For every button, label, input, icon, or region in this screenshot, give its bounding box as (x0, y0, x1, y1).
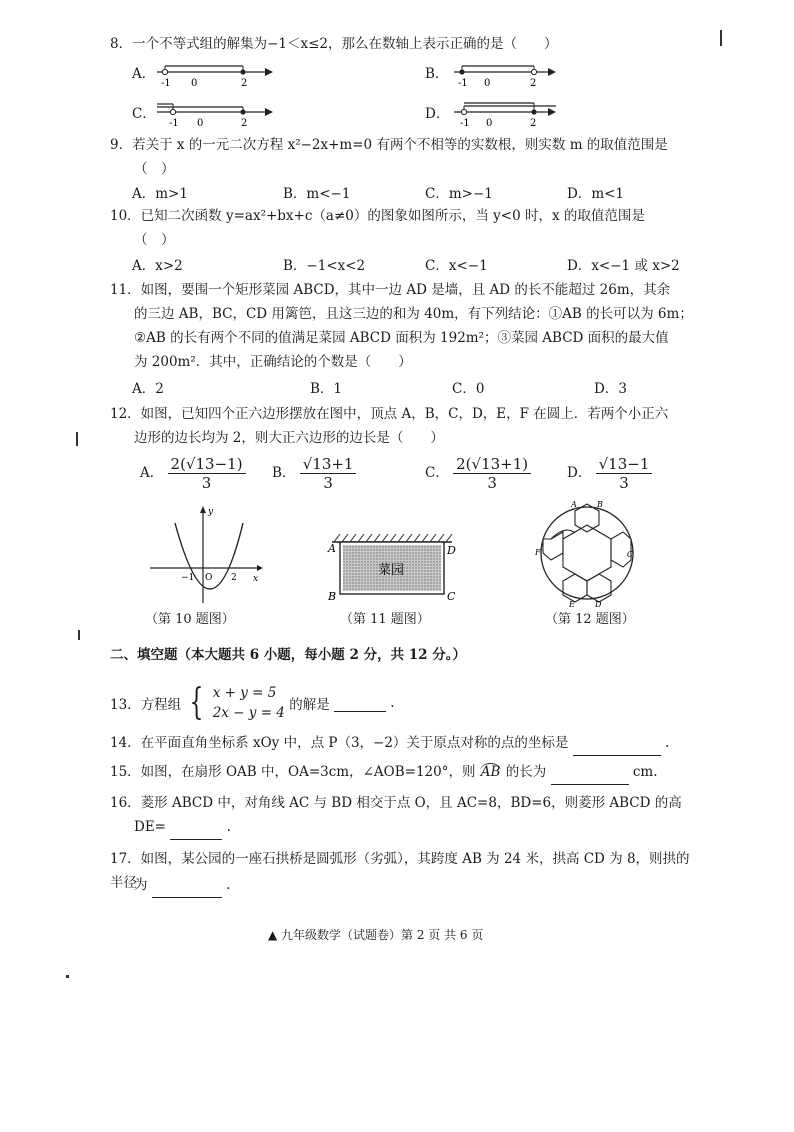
q8-stem: 8．一个不等式组的解集为−1＜x≤2，那么在数轴上表示正确的是（ ） (110, 36, 558, 52)
q11-option-d: D．3 (594, 381, 627, 397)
q13-equation-2: 2x − y = 4 (212, 705, 285, 721)
scan-mark (78, 630, 80, 640)
fraction-numerator: 2(√13−1) (168, 455, 246, 474)
section-2-title: 二、填空题（本大题共 6 小题，每小题 2 分，共 12 分。） (110, 647, 467, 663)
q15-unit: cm. (632, 764, 658, 780)
q17-line2 (134, 873, 724, 898)
q10-option-c: C．x<−1 (425, 258, 488, 274)
fraction-denominator: 3 (323, 474, 333, 492)
q8-option-c (132, 102, 156, 122)
fraction-numerator: √13+1 (300, 455, 357, 474)
q10-stem-line1: 10．已知二次函数 y=ax²+bx+c（a≠0）的图象如图所示，当 y<0 时，x 的取值范围是 (110, 208, 645, 224)
q8-option-c-label: C． (132, 106, 156, 122)
q12-option-b-label: B． (272, 465, 296, 481)
q13 (110, 683, 395, 723)
tick-label: 0 (486, 118, 493, 129)
q14-text: 14．在平面直角坐标系 xOy 中，点 P（3，−2）关于原点对称的点的坐标是 (110, 735, 569, 751)
q9-stem-line2: （ ） (134, 161, 175, 177)
q14-end: . (665, 735, 670, 751)
q15-mid: 的长为 (505, 764, 547, 780)
figure-10-caption: （第 10 题图） (145, 612, 235, 627)
vertex-a-label: A (328, 542, 336, 555)
q13-answer-blank[interactable] (334, 695, 386, 712)
tick-label: -1 (460, 118, 470, 129)
q12-option-c-label: C． (425, 465, 449, 481)
q15-arc: AB (480, 764, 501, 780)
point-c-label: C (627, 550, 634, 559)
point-e-label: E (569, 600, 575, 607)
origin-label: O (205, 573, 213, 583)
q10-stem-line2: （ ） (134, 232, 175, 248)
q11-option-b: B．1 (310, 381, 343, 397)
q14-answer-blank[interactable] (573, 731, 661, 756)
tick-label: 2 (530, 78, 537, 89)
tick-label: 0 (484, 78, 491, 89)
figure-11-garden (322, 528, 467, 608)
page-footer: ▲ 九年级数学（试题卷）第 2 页 共 6 页 (268, 928, 484, 942)
q8-option-a-label: A． (132, 66, 156, 82)
q16-end: . (226, 819, 231, 835)
q12-option-c (425, 455, 531, 492)
q11-stem-line4: 为 200m²．其中，正确结论的个数是（ ） (134, 354, 412, 370)
q13-brace: { (190, 682, 204, 723)
q12-stem-line2: 边形的边长均为 2，则大正六边形的边长是（ ） (134, 430, 444, 446)
q12-option-d-fraction (596, 455, 653, 492)
figure-12-hexagons (535, 497, 640, 607)
point-b-label: B (597, 500, 603, 509)
q9-stem-line1: 9．若关于 x 的一元二次方程 x²−2x+m=0 有两个不相等的实数根，则实数 m 的取值范围是 (110, 137, 668, 153)
garden-label: 菜园 (378, 563, 405, 578)
point-a-label: A (571, 500, 577, 509)
q12-option-b (272, 455, 356, 492)
q12-option-d (567, 455, 652, 492)
q16-answer-blank[interactable] (170, 815, 222, 840)
q15-answer-blank[interactable] (551, 760, 629, 785)
axis-label-neg1: −1 (181, 573, 195, 583)
q16-line2 (134, 815, 724, 840)
q11-option-a: A．2 (132, 381, 164, 397)
fraction-numerator: √13−1 (596, 455, 653, 474)
q15-text: 15．如图，在扇形 OAB 中，OA=3cm，∠AOB=120°，则 (110, 764, 476, 780)
figure-12-caption: （第 12 题图） (545, 612, 635, 627)
q8-option-b (425, 62, 448, 82)
tick-label: -1 (169, 118, 179, 129)
q9-option-d: D．m<1 (567, 186, 625, 202)
point-f-label: F (535, 548, 541, 557)
figure-11-caption: （第 11 题图） (340, 612, 430, 627)
q17-end: . (226, 877, 231, 893)
q12-option-c-fraction (453, 455, 531, 492)
tick-label: -1 (458, 78, 468, 89)
q17-line1: 17．如图，某公园的一座石拱桥是圆弧形（劣弧），其跨度 AB 为 24 米，拱高 CD 为 8，则拱的半径 (110, 851, 690, 891)
tick-label: -1 (161, 78, 171, 89)
q17-line2-text: 为 (134, 877, 148, 893)
q17-answer-blank[interactable] (152, 873, 222, 898)
scan-mark (720, 30, 722, 46)
q12-option-b-fraction (300, 455, 357, 492)
vertex-b-label: B (328, 590, 337, 603)
q13-system (213, 683, 285, 723)
x-axis-label: x (253, 574, 259, 584)
q12-option-a-fraction (168, 455, 246, 492)
q8-numberline-a (155, 58, 275, 90)
q10-option-d: D．x<−1 或 x>2 (567, 258, 680, 274)
q8-option-b-label: B． (425, 66, 449, 82)
axis-label-two: 2 (231, 573, 237, 583)
fraction-denominator: 3 (619, 474, 629, 492)
scan-mark (76, 432, 78, 446)
tick-label: 2 (530, 118, 537, 129)
y-axis-label: y (208, 507, 214, 517)
tick-label: 0 (197, 118, 204, 129)
tick-label: 2 (241, 78, 248, 89)
q9-option-c: C．m>−1 (425, 186, 493, 202)
figure-10-parabola (145, 505, 265, 605)
q11-stem-line3: ②AB 的长有两个不同的值满足菜园 ABCD 面积为 192m²；③菜园 ABCD 面积的最大值 (134, 330, 669, 346)
q14 (110, 731, 700, 756)
q16-line1: 16．菱形 ABCD 中，对角线 AC 与 BD 相交于点 O，且 AC=8，BD=6，则菱形 ABCD 的高 (110, 795, 682, 811)
fraction-denominator: 3 (487, 474, 497, 492)
q13-suffix: 的解是 (289, 697, 330, 713)
q12-option-a (140, 455, 246, 492)
q13-end: . (390, 695, 395, 711)
q10-option-a: A．x>2 (132, 258, 183, 274)
q9-option-a: A．m>1 (132, 186, 188, 202)
fraction-numerator: 2(√13+1) (453, 455, 531, 474)
q8-numberline-c (155, 98, 275, 130)
q13-prefix: 13．方程组 (110, 697, 182, 713)
tick-label: 0 (191, 78, 198, 89)
q8-option-d-label: D． (425, 106, 450, 122)
q11-stem-line2: 的三边 AB，BC，CD 用篱笆，且这三边的和为 40m，有下列结论：①AB 的长可以为 6m； (134, 306, 693, 322)
q8-option-a (132, 62, 155, 82)
q11-stem-line1: 11．如图，要围一个矩形菜园 ABCD，其中一边 AD 是墙，且 AD 的长不能超过 26m，其余 (110, 282, 671, 298)
vertex-c-label: C (447, 590, 456, 603)
vertex-d-label: D (447, 544, 456, 557)
scan-mark (66, 975, 69, 978)
fraction-denominator: 3 (201, 474, 212, 492)
q16-line2-text: DE= (134, 819, 166, 835)
tick-label: 2 (241, 118, 248, 129)
q12-option-a-label: A． (140, 465, 164, 481)
q11-option-c: C．0 (452, 381, 485, 397)
q15 (110, 760, 700, 785)
q8-numberline-b (452, 58, 562, 90)
q12-option-d-label: D． (567, 465, 592, 481)
q12-stem-line1: 12．如图，已知四个正六边形摆放在图中，顶点 A，B，C，D，E，F 在圆上．若两个小正六 (110, 406, 669, 422)
q10-option-b: B．−1<x<2 (283, 258, 366, 274)
q8-numberline-d (452, 98, 562, 130)
point-d-label: D (595, 600, 602, 607)
q9-option-b: B．m<−1 (283, 186, 351, 202)
q8-option-d (425, 102, 449, 122)
q13-equation-1: x + y = 5 (212, 685, 277, 701)
